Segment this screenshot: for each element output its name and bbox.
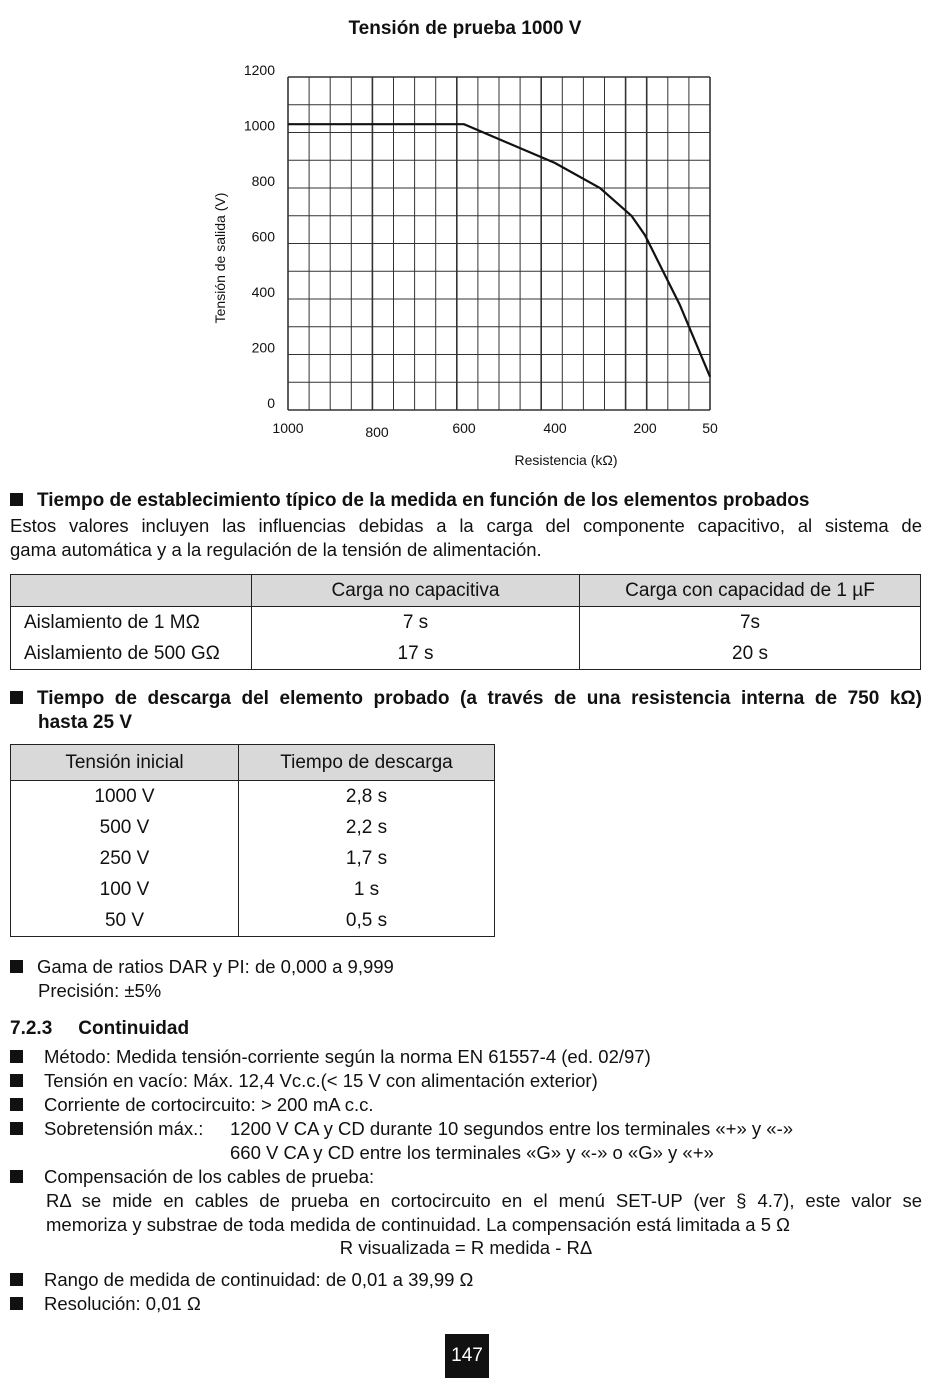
x-axis-label: Resistencia (kΩ) xyxy=(514,452,618,468)
bullet-square-icon xyxy=(10,1050,23,1063)
x-tick-label: 600 xyxy=(452,420,476,436)
table2-cell: 1,7 s xyxy=(345,847,388,869)
table2-cell: 1 s xyxy=(353,878,380,900)
overvoltage-line1: 1200 V CA y CD durante 10 segundos entre los terminales «+» y «-» xyxy=(230,1118,794,1139)
y-tick-label: 1000 xyxy=(243,117,275,134)
table2-cell: 100 V xyxy=(11,874,239,905)
x-tick-label: 800 xyxy=(365,424,389,440)
table-row xyxy=(11,874,495,905)
table1-cell: 7 s xyxy=(252,607,580,639)
table-row xyxy=(11,638,921,670)
list-item: Tensión en vacío: Máx. 12,4 Vc.c.(< 15 V con alimentación exterior) xyxy=(10,1070,598,1092)
continuity-heading xyxy=(10,1018,189,1040)
table-row xyxy=(11,781,495,813)
section1-text-line2: gama automática y a la regulación de la tensión de alimentación. xyxy=(10,539,542,560)
section-title: Continuidad xyxy=(78,1018,190,1039)
y-tick-label: 1200 xyxy=(243,62,275,78)
table-row xyxy=(11,607,921,639)
discharge-time-table xyxy=(10,744,495,937)
list-item: Sobretensión máx.: xyxy=(10,1118,203,1140)
list-item: Resolución: 0,01 Ω xyxy=(10,1293,201,1315)
x-tick-labels xyxy=(272,420,718,440)
bullet-square-icon xyxy=(10,960,23,973)
y-tick-label: 0 xyxy=(267,395,275,411)
table-row xyxy=(11,812,495,843)
compensation-text-line2: memoriza y substrae de toda medida de continuidad. La compensación está limitada a 5 Ω xyxy=(46,1214,790,1235)
bullet-square-icon xyxy=(10,1273,23,1286)
table1-cell: Aislamiento de 1 MΩ xyxy=(11,607,252,639)
table-row xyxy=(11,843,495,874)
page-number: 147 xyxy=(445,1334,489,1378)
table1-cell: 7s xyxy=(739,611,761,633)
settling-time-table xyxy=(10,574,921,670)
voltage-chart xyxy=(0,0,950,480)
x-tick-label: 50 xyxy=(702,420,718,436)
y-tick-label: 200 xyxy=(251,339,275,356)
y-axis-label: Tensión de salida (V) xyxy=(212,192,228,324)
section2-heading-line2: hasta 25 V xyxy=(38,712,132,733)
table2-cell: 2,2 s xyxy=(345,816,388,838)
table2-cell: 2,8 s xyxy=(345,785,388,807)
section-number: 7.2.3 xyxy=(10,1018,53,1039)
x-tick-label: 400 xyxy=(543,420,567,436)
table1-header: Carga no capacitiva xyxy=(252,575,580,607)
table2-cell: 50 V xyxy=(11,905,239,937)
bullet-square-icon xyxy=(10,1098,23,1111)
bullet-square-icon xyxy=(10,1297,23,1310)
list-item: Compensación de los cables de prueba: xyxy=(10,1166,374,1188)
chart-title: Tensión de prueba 1000 V xyxy=(348,18,582,39)
table1-header: Carga con capacidad de 1 µF xyxy=(580,575,921,607)
bullet-square-icon xyxy=(10,691,23,704)
bullet-square-icon xyxy=(10,1170,23,1183)
section2-heading: Tiempo de descarga del elemento probado (a través de una resistencia interna de 750 kΩ) xyxy=(10,688,922,710)
table1-header-empty xyxy=(11,575,252,607)
table1-cell: Aislamiento de 500 GΩ xyxy=(11,638,252,670)
table1-cell: 17 s xyxy=(252,638,580,670)
list-item: Rango de medida de continuidad: de 0,01 a 39,99 Ω xyxy=(10,1269,473,1291)
compensation-formula: R visualizada = R medida - RΔ xyxy=(339,1237,593,1258)
compensation-text-line1: RΔ se mide en cables de prueba en cortocircuito en el menú SET-UP (ver § 4.7), este valor se xyxy=(46,1190,922,1211)
x-tick-label: 200 xyxy=(633,420,657,436)
table1-cell: 20 s xyxy=(732,642,768,664)
y-tick-labels xyxy=(244,62,275,411)
table2-cell: 500 V xyxy=(11,812,239,843)
bullet-square-icon xyxy=(10,1074,23,1087)
table2-header: Tensión inicial xyxy=(11,745,239,781)
section1-heading: Tiempo de establecimiento típico de la medida en función de los elementos probados xyxy=(10,490,809,512)
list-item: Método: Medida tensión-corriente según la norma EN 61557-4 (ed. 02/97) xyxy=(10,1046,651,1068)
ratios-item: Gama de ratios DAR y PI: de 0,000 a 9,999 xyxy=(10,956,394,978)
list-item: Corriente de cortocircuito: > 200 mA c.c. xyxy=(10,1094,374,1116)
bullet-square-icon xyxy=(10,1122,23,1135)
overvoltage-line2: 660 V CA y CD entre los terminales «G» y «-» o «G» y «+» xyxy=(230,1142,714,1163)
section1-text-line1: Estos valores incluyen las influencias debidas a la carga del componente capacitivo, al sistema de xyxy=(10,515,922,536)
x-tick-label: 1000 xyxy=(272,420,304,436)
y-tick-label: 400 xyxy=(251,284,275,300)
ratios-precision: Precisión: ±5% xyxy=(38,980,162,1001)
table2-header: Tiempo de descarga xyxy=(239,745,495,781)
table-row xyxy=(11,905,495,937)
bullet-square-icon xyxy=(10,493,23,506)
chart-grid xyxy=(288,77,710,410)
table2-cell: 0,5 s xyxy=(345,909,388,931)
table2-cell: 1000 V xyxy=(11,781,239,813)
table2-cell: 250 V xyxy=(11,843,239,874)
y-tick-label: 600 xyxy=(251,228,275,245)
y-tick-label: 800 xyxy=(251,173,275,189)
